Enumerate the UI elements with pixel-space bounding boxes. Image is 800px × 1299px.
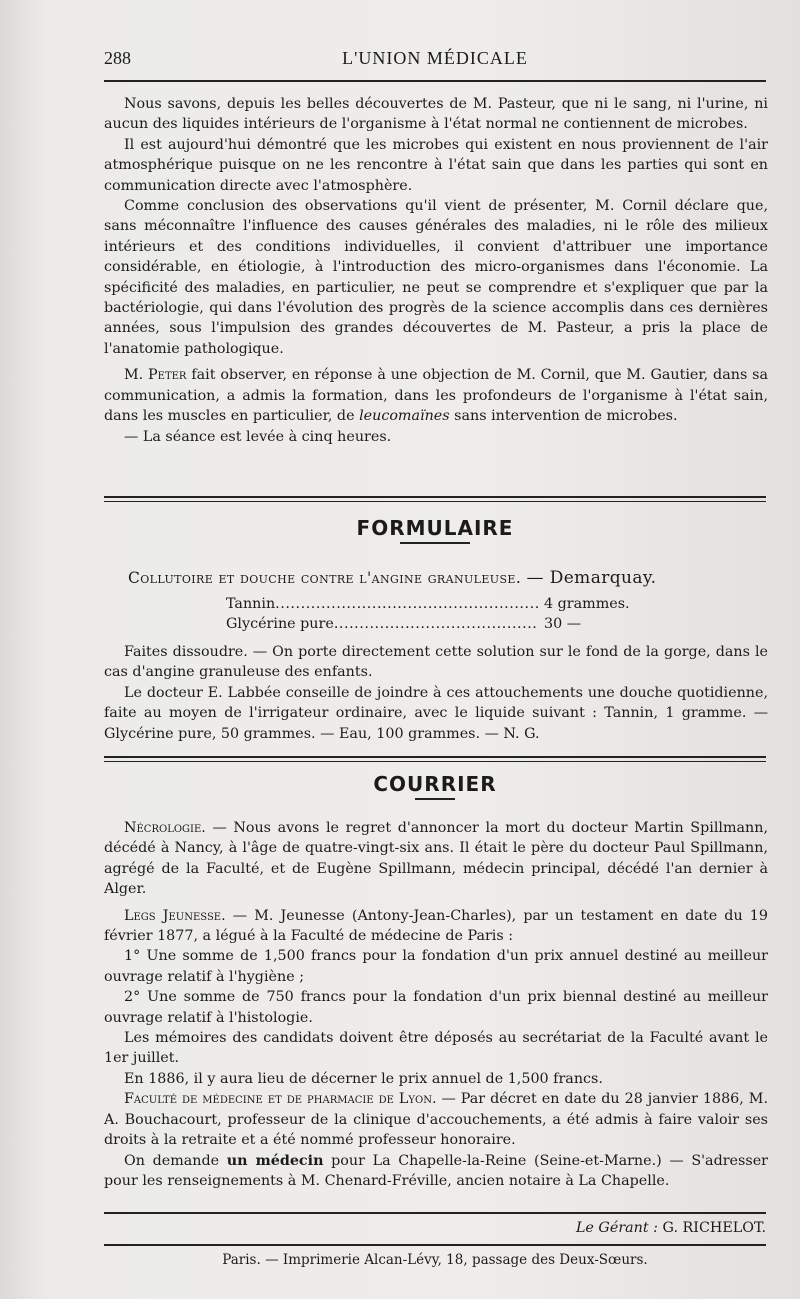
paragraph: Nous savons, depuis les belles découvertes de M. Pasteur, que ni le sang, ni l'urine, ni aucun des liquides intérieurs de l'organisme à l'état normal ne contiennent de microbes. <box>104 96 768 133</box>
paragraph-text: — Par décret en date du 28 janvier 1886, M. A. Bouchacourt, professeur de la clinique d'accouchements, a été admis à faire valoir ses droits à la retraite et a été nommé professeur honoraire. <box>104 1091 768 1149</box>
section-title-text: COURRIER <box>373 772 497 796</box>
lyon-paragraph <box>104 1089 768 1150</box>
courrier-section <box>104 818 768 1191</box>
entry-label: Faculté de médecine et de pharmacie de Lyon. <box>124 1091 437 1108</box>
paragraph: Comme conclusion des observations qu'il vient de présenter, M. Cornil déclare que, sans méconnaître l'influence des causes générales des maladies, ni le rôle des milieux intérieurs et des conditions individuelles, il convient d'attribuer une importance considérable, en étiologie, à l'introduction des micro-organismes dans l'économie. La spécificité des maladies, en particulier, ne peut se comprendre et s'expliquer que par la bactériologie, qui dans l'évolution des progrès de la science accomplis dans ces dernières années, sous l'impulsion des grandes découvertes de M. Pasteur, a pris la place de l'anatomie pathologique. <box>104 198 768 357</box>
courrier-title <box>104 772 766 800</box>
intro-section <box>104 94 768 447</box>
paragraph-text: On demande <box>124 1152 220 1169</box>
recipe-title <box>128 568 768 588</box>
necrologie-paragraph <box>104 818 768 900</box>
footer-rule <box>104 1212 766 1214</box>
title-underline <box>415 798 455 800</box>
title-underline <box>400 542 470 544</box>
recipe-author: — Demarquay. <box>526 568 657 588</box>
formulaire-title <box>104 516 766 544</box>
closing-line: — La séance est levée à cinq heures. <box>124 428 392 445</box>
gerant-label: Le Gérant : <box>575 1220 658 1236</box>
paragraph: Il est aujourd'hui démontré que les microbes qui existent en nous proviennent de l'air atmosphérique puisque on ne les rencontre à l'état sain que dans les parties qui sont en communication directe avec l'atmosphère. <box>104 136 768 194</box>
entry-label: Legs Jeunesse. <box>124 907 226 924</box>
recipe-name: Collutoire et douche contre l'angine granuleuse. <box>128 569 522 587</box>
page-header <box>104 48 766 72</box>
ingredient-row <box>226 614 646 634</box>
paragraph-text: pour La Chapelle-la-Reine (Seine-et-Marne.) — S'adresser pour les renseignements à M. Chenard-Fréville, ancien notaire à La Chapelle. <box>104 1152 768 1189</box>
header-rule <box>104 80 766 82</box>
peter-paragraph: M. Peter fait observer, en réponse à une objection de M. Cornil, que M. Gautier, dans sa communication, a admis la formation, dans les profondeurs de l'organisme à l'état sain, dans les muscles en particulier, de leucomaïnes sans intervention de microbes. <box>104 367 768 425</box>
ingredient-qty: 4 grammes. <box>544 596 630 612</box>
paragraph-text: sans intervention de microbes. <box>454 408 678 425</box>
legs-item: 2° Une somme de 750 francs pour la fondation d'un prix biennal destiné au meilleur ouvrage relatif à l'histologie. <box>104 989 768 1026</box>
footer-rule <box>104 1244 766 1246</box>
paragraph: En 1886, il y aura lieu de décerner le prix annuel de 1,500 francs. <box>124 1070 603 1087</box>
imprimerie-line: Paris. — Imprimerie Alcan-Lévy, 18, passage des Deux-Sœurs. <box>222 1252 648 1268</box>
legs-item: 1° Une somme de 1,500 francs pour la fondation d'un prix annuel destiné au meilleur ouvrage relatif à l'hygiène ; <box>104 948 768 985</box>
italic-term: leucomaïnes <box>359 408 450 425</box>
paragraph-text: — Nous avons le regret d'annoncer la mort du docteur Martin Spillmann, décédé à Nancy, à l'âge de quatre-vingt-six ans. Il était le père du docteur Paul Spillmann, agrégé de la Faculté, et de Eugène Spillmann, médecin principal, décédé l'an dernier à Alger. <box>104 820 768 898</box>
gerant-signature <box>104 1220 766 1236</box>
entry-label: Nécrologie. <box>124 820 206 836</box>
bold-term: un médecin <box>226 1152 324 1169</box>
paragraph: Le docteur E. Labbée conseille de joindre à ces attouchements une douche quotidienne, faite au moyen de l'irrigateur ordinaire, avec le liquide suivant : Tannin, 1 gramme. — Glycérine pure, 50 grammes. — Eau, 100 grammes. — N. G. <box>104 684 768 742</box>
legs-paragraph <box>104 906 768 947</box>
ingredient-name: Glycérine pure <box>226 616 334 632</box>
author-name: Peter <box>148 367 187 384</box>
ingredient-row <box>226 594 646 614</box>
paragraph-text: — M. Jeunesse (Antony-Jean-Charles), par un testament en date du 19 février 1877, a légué à la Faculté de médecine de Paris : <box>104 907 768 945</box>
leader-dots <box>334 614 538 634</box>
section-rule <box>104 756 766 762</box>
ingredient-list <box>226 594 646 634</box>
formulaire-text <box>104 642 768 744</box>
paragraph-text: fait observer, en réponse à une objection de M. Cornil, que M. Gautier, dans sa communication, a admis la formation, dans les profondeurs de l'organisme à l'état sain, dans les muscles en particulier, de <box>104 367 768 425</box>
journal-title: L'UNION MÉDICALE <box>342 48 528 68</box>
leader-dots <box>275 594 538 614</box>
section-title-text: FORMULAIRE <box>356 516 514 540</box>
section-rule <box>104 496 766 502</box>
page-number: 288 <box>104 48 131 68</box>
paragraph: Faites dissoudre. — On porte directement cette solution sur le fond de la gorge, dans le cas d'angine granuleuse des enfants. <box>104 644 768 681</box>
paragraph: Les mémoires des candidats doivent être déposés au secrétariat de la Faculté avant le 1er juillet. <box>104 1030 768 1067</box>
ingredient-qty: 30 — <box>544 616 582 632</box>
demande-paragraph <box>104 1151 768 1192</box>
ingredient-name: Tannin <box>226 596 276 612</box>
gerant-name: G. RICHELOT. <box>662 1220 766 1236</box>
